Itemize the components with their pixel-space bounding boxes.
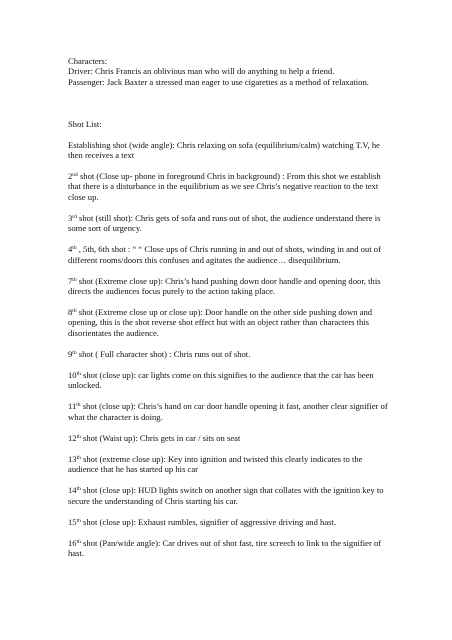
shot-number: 15	[68, 516, 77, 527]
characters-heading: Characters:	[68, 56, 108, 66]
shot-ordinal-suffix: th	[76, 517, 81, 524]
shot-number: 9	[68, 348, 73, 359]
shot-text: shot (Extreme close up or close up): Door handle on the other side pushing down and opening, this is the shot reverse shot effect but with an object rather than characters this disorientates the audience.	[68, 307, 373, 338]
shot-text: shot (close up): Chris’s hand on car door handle opening it fast, another clear signifier of what the character is doing.	[68, 401, 388, 422]
shot-text: shot (Close up- phone in foreground Chris in background) : From this shot we establish that there is a disturbance in the equilibrium as we see Chris’s negative reaction to the text close up.	[68, 171, 381, 202]
shot-number: 13	[68, 453, 77, 464]
shot-item	[68, 370, 392, 391]
shot-number: 12	[68, 432, 77, 443]
shot-text: shot (close up): Exhaust rumbles, signifier of aggressive driving and hast.	[80, 516, 337, 527]
shot-number: 11	[68, 401, 77, 412]
shot-text: shot (Pan/wide angle): Car drives out of shot fast, tire screech to link to the signifier of hast.	[68, 537, 382, 558]
shot-number: 16	[68, 537, 77, 548]
shot-ordinal-suffix: th	[76, 433, 81, 440]
shot-list-heading: Shot List:	[68, 119, 102, 130]
shot-ordinal-suffix: th	[76, 402, 81, 409]
driver-description: Driver: Chris Francis an oblivious man who will do anything to help a friend.	[68, 66, 335, 77]
shot-ordinal-suffix: th	[76, 486, 81, 493]
shot-text: shot (close up): HUD lights switch on another sign that collates with the ignition key to secure the understanding of Chris starting his car.	[68, 485, 384, 506]
shot-text: shot ( Full character shot) : Chris runs out of shot.	[76, 348, 251, 359]
shot-ordinal-suffix: nd	[72, 172, 78, 179]
shot-ordinal-suffix: th	[72, 245, 77, 252]
shot-item	[68, 433, 392, 443]
shot-number: 4	[68, 244, 73, 255]
shot-item	[68, 517, 392, 527]
shot-text: shot (close up): car lights come on this signifies to the audience that the car has been unlocked.	[68, 369, 374, 391]
shot-item	[68, 349, 392, 359]
shot-item	[68, 454, 392, 475]
shot-item	[68, 276, 392, 297]
shot-number: 3	[68, 212, 73, 223]
shot-ordinal-suffix: rd	[72, 213, 77, 220]
shot-item	[68, 171, 392, 202]
shot-number: 14	[68, 485, 77, 496]
shot-ordinal-suffix: th	[76, 538, 81, 545]
shot-list	[68, 140, 392, 559]
shot-item	[68, 538, 392, 559]
shot-text: shot (extreme close up): Key into ignition and twisted this clearly indicates to the audience that he has started up his car	[68, 453, 363, 475]
shot-item	[68, 244, 392, 265]
shot-text: , 5th, 6th shot : “ “ Close ups of Chris running in and out of shots, winding in and out of different rooms/doors this confuses and agitates the audience… disequilibrium.	[68, 244, 381, 265]
shot-ordinal-suffix: th	[76, 370, 81, 377]
shot-item	[68, 401, 392, 422]
shot-number: 10	[68, 369, 77, 380]
shot-text: shot (Waist up): Chris gets in car / sits on seat	[80, 432, 241, 443]
shot-item	[68, 307, 392, 338]
shot-ordinal-suffix: th	[72, 308, 77, 315]
shot-ordinal-suffix: th	[72, 349, 77, 356]
shot-number: 2	[68, 171, 73, 182]
shot-item	[68, 213, 392, 234]
shot-ordinal-suffix: th	[76, 454, 81, 461]
shot-ordinal-suffix: th	[72, 276, 77, 283]
passenger-description: Passenger: Jack Baxter a stressed man eager to use cigarettes as a method of relaxation.	[68, 76, 369, 87]
shot-item	[68, 140, 392, 161]
shot-text: shot (Extreme close up): Chris’s hand pushing down door handle and opening door, this directs the audiences focus purely to the action taking place.	[68, 275, 381, 297]
shot-item	[68, 485, 392, 506]
shot-number: 8	[68, 307, 73, 318]
shot-number: 7	[68, 275, 73, 286]
shot-text: Establishing shot (wide angle): Chris relaxing on sofa (equilibrium/calm) watching T.V, he then receives a text	[68, 139, 380, 161]
shot-text: shot (still shot): Chris gets of sofa and runs out of shot, the audience understand there is some sort of urgency.	[68, 212, 381, 234]
